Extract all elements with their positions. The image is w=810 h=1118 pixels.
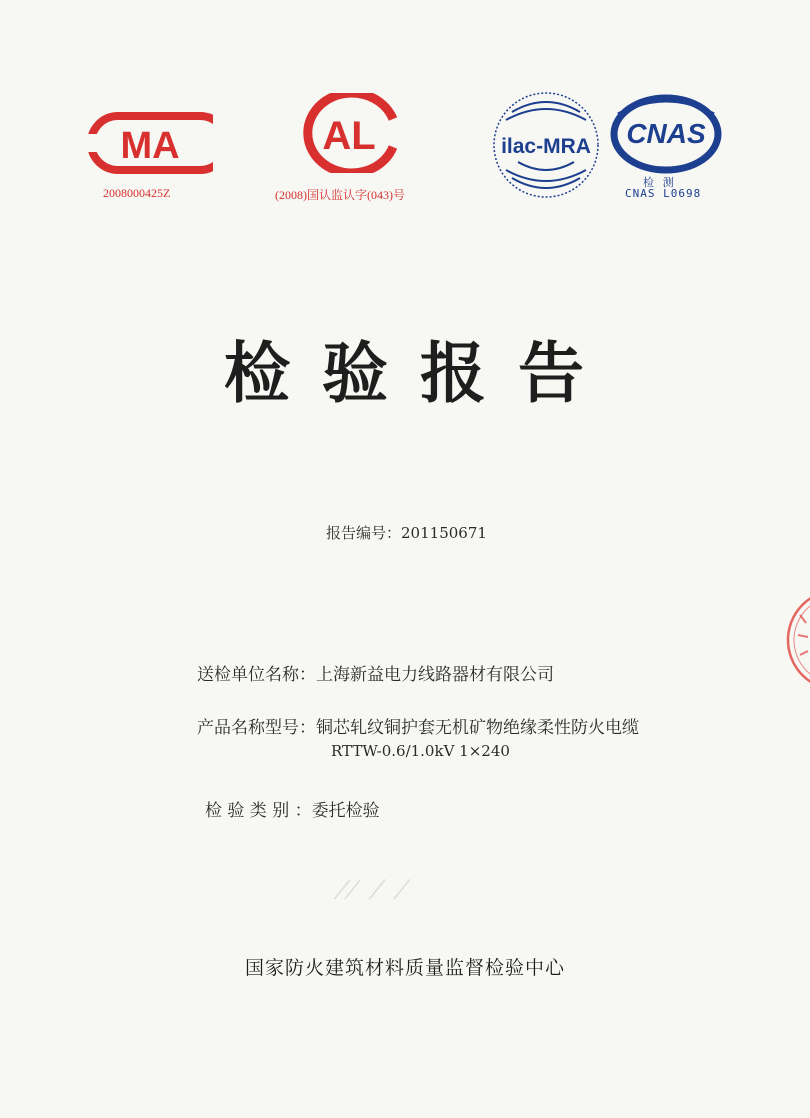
cnas-mark-text: CNAS: [626, 118, 706, 149]
seal-stamp: [778, 585, 810, 699]
cma-mark-text: MA: [120, 125, 180, 167]
issuer-name: 国家防火建筑材料质量监督检验中心: [244, 957, 565, 979]
cnas-code: CNAS L0698: [625, 187, 702, 200]
category-value: 委托检验: [311, 801, 380, 821]
report-title: 检验报告: [224, 335, 616, 412]
cnas-sub-label: 检 测: [643, 176, 675, 189]
report-number-value: 201150671: [401, 524, 487, 542]
category-field: [205, 796, 380, 821]
cal-logo: [297, 93, 402, 177]
ilac-mra-logo: [488, 90, 604, 204]
product-value: 铜芯轧纹铜护套无机矿物绝缘柔性防火电缆: [316, 718, 639, 738]
ilac-mark-text: ilac-MRA: [501, 135, 591, 158]
report-number-label: 报告编号：: [326, 524, 402, 542]
category-label: 检 验 类 别 ：: [205, 801, 312, 821]
cal-mark-text: AL: [322, 114, 376, 158]
submitter-value: 上海新益电力线路器材有限公司: [316, 665, 554, 685]
product-model: RTTW-0.6/1.0kV 1×240: [331, 742, 510, 760]
faint-mark: ⁄⁄ ⁄ ⁄: [340, 876, 410, 906]
cal-code: (2008)国认监认字(043)号: [275, 188, 405, 202]
product-label: 产品名称型号：: [197, 718, 316, 738]
submitter-label: 送检单位名称：: [197, 665, 316, 685]
report-number: [326, 522, 487, 543]
product-field: [197, 713, 639, 738]
submitter-field: [197, 660, 554, 685]
cnas-logo: [610, 92, 722, 178]
cma-logo: [88, 108, 213, 182]
cma-code: 2008000425Z: [103, 186, 171, 200]
